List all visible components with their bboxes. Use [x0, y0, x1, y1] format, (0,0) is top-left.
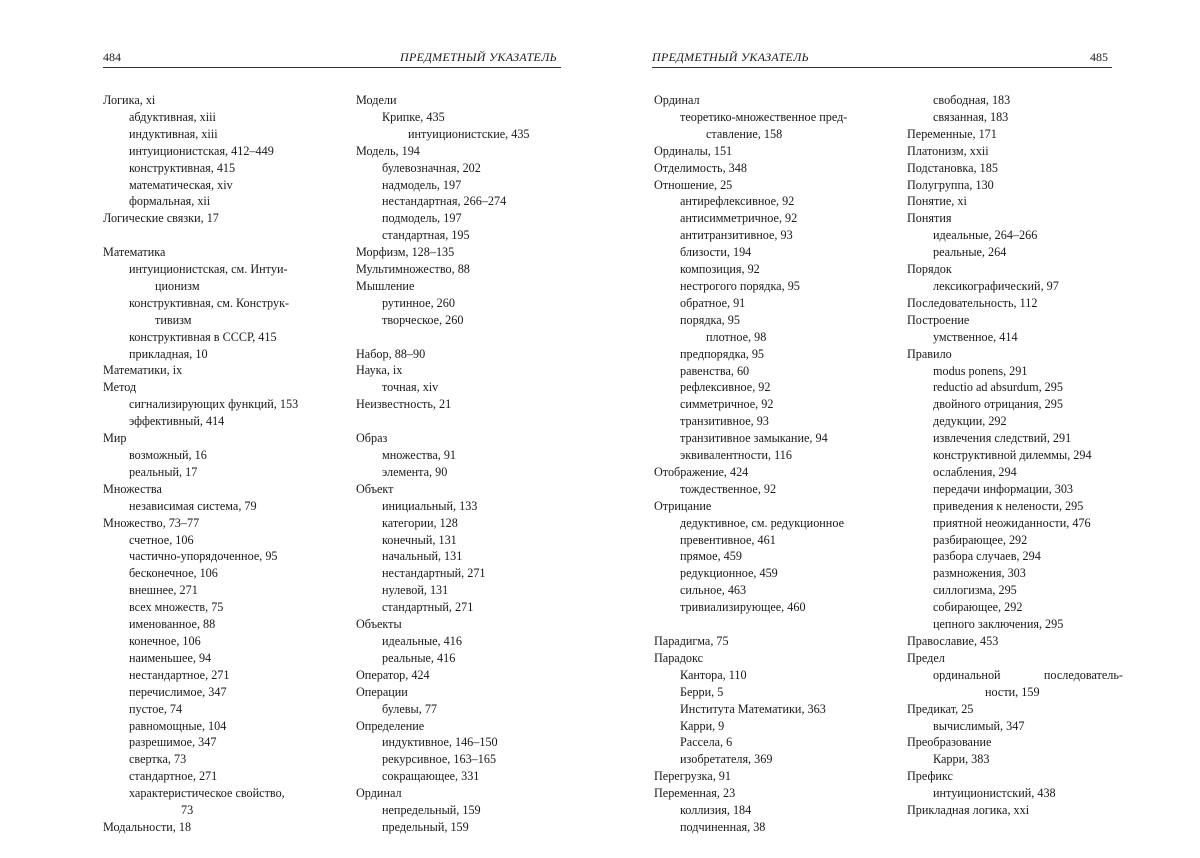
index-column-3	[654, 92, 847, 836]
index-entry: Оператор, 424	[356, 667, 430, 682]
index-subentry: тождественное, 92	[680, 481, 777, 496]
index-subentry: идеальные, 264–266	[933, 228, 1038, 243]
index-entry: Предел	[907, 650, 945, 665]
index-subentry: реальные, 264	[933, 245, 1007, 260]
index-subentry: связанная, 183	[933, 109, 1009, 124]
index-subentry: нестрогого порядка, 95	[680, 278, 800, 293]
index-subentry: характеристическое свойство,	[129, 786, 285, 801]
index-subentry: сокращающее, 331	[382, 769, 480, 784]
index-subentry: reductio ad absurdum, 295	[933, 380, 1063, 395]
index-subentry: цепного заключения, 295	[933, 617, 1064, 632]
index-subentry: реальные, 416	[382, 650, 456, 665]
index-subentry: творческое, 260	[382, 312, 464, 327]
index-entry: Переменная, 23	[654, 786, 736, 801]
index-subentry: равномощные, 104	[129, 718, 227, 733]
index-subentry: ослабления, 294	[933, 464, 1017, 479]
index-entry: Логические связки, 17	[103, 211, 219, 226]
index-subentry: независимая система, 79	[129, 498, 257, 513]
page-number: 484	[103, 50, 121, 64]
index-subentry: точная, xiv	[382, 380, 439, 395]
index-entry: Математики, ix	[103, 363, 183, 378]
index-subentry: симметричное, 92	[680, 397, 774, 412]
index-entry: Порядок	[907, 262, 952, 277]
index-subentry: элемента, 90	[382, 464, 448, 479]
index-subentry: Карри, 383	[933, 752, 990, 767]
index-column-2	[356, 92, 530, 836]
index-subentry: идеальные, 416	[382, 633, 462, 648]
index-subentry: бесконечное, 106	[129, 566, 218, 581]
index-entry: Платонизм, xxii	[907, 143, 989, 158]
index-subentry: коллизия, 184	[680, 803, 752, 818]
index-entry: Ординал	[356, 786, 402, 801]
entry-gap	[654, 616, 847, 633]
index-subentry: Кантора, 110	[680, 667, 747, 682]
index-subentry: Крипке, 435	[382, 109, 445, 124]
header-rule	[103, 67, 561, 68]
right-page	[600, 0, 1200, 858]
index-subentry: нулевой, 131	[382, 583, 449, 598]
index-subentry: абдуктивная, xiii	[129, 109, 216, 124]
index-subentry: подмодель, 197	[382, 211, 462, 226]
page-number: 485	[1090, 50, 1108, 64]
index-entry: Построение	[907, 312, 970, 327]
index-subentry: лексикографический, 97	[933, 278, 1059, 293]
index-entry: Преобразование	[907, 735, 992, 750]
index-subentry: равенства, 60	[680, 363, 750, 378]
index-entry: Отделимость, 348	[654, 160, 747, 175]
index-subentry: интуиционистские, 435	[408, 126, 530, 141]
entry-gap	[103, 227, 298, 244]
index-subentry: передачи информации, 303	[933, 481, 1074, 496]
index-subentry: формальная, xii	[129, 194, 211, 209]
index-subentry: сигнализирующих функций, 153	[129, 397, 299, 412]
index-subentry: интуиционистская, 412–449	[129, 143, 274, 158]
index-subentry: булевы, 77	[382, 701, 438, 716]
index-subentry: конструктивная, 415	[129, 160, 236, 175]
index-subentry: индуктивное, 146–150	[382, 735, 498, 750]
index-entry: Ординал	[654, 93, 700, 107]
index-subentry: конструктивная в СССР, 415	[129, 329, 277, 344]
index-subentry: нестандартное, 271	[129, 667, 230, 682]
index-subentry: множества, 91	[382, 448, 457, 462]
index-subentry: ности, 159	[985, 684, 1040, 699]
index-subentry: рекурсивное, 163–165	[382, 752, 497, 767]
index-entry: Православие, 453	[907, 634, 999, 648]
index-entry: Математика	[103, 245, 166, 260]
index-subentry: булевозначная, 202	[382, 160, 481, 175]
index-subentry: стандартное, 271	[129, 769, 218, 784]
index-entry: Понятие, xi	[907, 194, 967, 209]
entry-gap	[356, 329, 530, 346]
index-subentry: счетное, 106	[129, 532, 194, 547]
index-subentry: инициальный, 133	[382, 498, 478, 513]
index-subentry: предпорядка, 95	[680, 346, 765, 361]
index-subentry: антитранзитивное, 93	[680, 228, 793, 243]
index-entry: Прикладная логика, xxi	[907, 803, 1030, 818]
index-entry: Морфизм, 128–135	[356, 245, 455, 260]
index-subentry: пустое, 74	[129, 701, 183, 716]
index-subentry: ординальной последователь-	[933, 667, 1123, 682]
index-subentry: плотное, 98	[706, 329, 767, 344]
index-subentry: редукционное, 459	[680, 566, 778, 581]
index-subentry: именованное, 88	[129, 617, 216, 632]
index-subentry: перечислимое, 347	[129, 684, 227, 699]
index-subentry: Берри, 5	[680, 684, 724, 699]
index-entry: Множества	[103, 481, 162, 496]
index-subentry: дедуктивное, см. редукционное	[680, 515, 844, 530]
index-entry: Образ	[356, 431, 388, 446]
index-entry: Определение	[356, 718, 425, 733]
index-subentry: Карри, 9	[680, 718, 725, 733]
index-entry: Отрицание	[654, 498, 712, 513]
index-subentry: эффективный, 414	[129, 414, 225, 429]
index-subentry: категории, 128	[382, 515, 458, 530]
index-entry: Отображение, 424	[654, 464, 749, 479]
index-entry: Наука, ix	[356, 363, 403, 378]
index-subentry: антисимметричное, 92	[680, 211, 798, 226]
index-subentry: рефлексивное, 92	[680, 380, 771, 395]
index-subentry: композиция, 92	[680, 262, 760, 277]
index-subentry: изобретателя, 369	[680, 752, 773, 767]
index-entry: Отношение, 25	[654, 177, 733, 192]
index-entry: Метод	[103, 380, 137, 395]
index-entry: Объекты	[356, 617, 402, 632]
index-subentry: транзитивное, 93	[680, 414, 769, 429]
index-subentry: modus ponens, 291	[933, 363, 1028, 378]
index-subentry: начальный, 131	[382, 549, 463, 564]
index-subentry: нестандартный, 271	[382, 566, 486, 581]
index-subentry: Рассела, 6	[680, 735, 733, 750]
index-subentry: наименьшее, 94	[129, 650, 212, 665]
index-subentry: собирающее, 292	[933, 600, 1023, 615]
index-subentry: превентивное, 461	[680, 532, 776, 547]
index-entry: Полугруппа, 130	[907, 177, 994, 192]
index-entry: Предикат, 25	[907, 701, 974, 716]
index-subentry: сильное, 463	[680, 583, 747, 598]
header-rule	[652, 67, 1112, 68]
index-entry: Мышление	[356, 278, 415, 293]
index-subentry: приведения к нелености, 295	[933, 498, 1084, 513]
index-subentry: частично-упорядоченное, 95	[129, 549, 278, 564]
index-subentry: надмодель, 197	[382, 177, 462, 192]
index-subentry: умственное, 414	[933, 329, 1018, 344]
index-subentry: реальный, 17	[129, 464, 198, 479]
index-entry: Ординалы, 151	[654, 143, 733, 158]
index-subentry: порядка, 95	[680, 312, 740, 327]
index-subentry: разбирающее, 292	[933, 532, 1028, 547]
index-entry: Логика, xi	[103, 93, 156, 107]
index-subentry: внешнее, 271	[129, 583, 198, 598]
index-subentry: свертка, 73	[129, 752, 187, 767]
index-entry: Набор, 88–90	[356, 346, 426, 361]
index-subentry: прямое, 459	[680, 549, 742, 564]
index-subentry: Института Математики, 363	[680, 701, 826, 716]
index-subentry: индуктивная, xiii	[129, 126, 218, 141]
index-subentry: близости, 194	[680, 245, 752, 260]
index-subentry: 73	[181, 803, 194, 818]
index-column-4	[907, 92, 1123, 819]
index-subentry: прикладная, 10	[129, 346, 208, 361]
index-entry: Последовательность, 112	[907, 295, 1038, 310]
index-entry: Префикс	[907, 769, 953, 784]
index-subentry: конструктивной дилеммы, 294	[933, 448, 1092, 463]
index-subentry: тривиализирующее, 460	[680, 600, 806, 615]
index-subentry: размножения, 303	[933, 566, 1026, 581]
index-subentry: конструктивная, см. Конструк-	[129, 295, 290, 310]
index-subentry: вычислимый, 347	[933, 718, 1025, 733]
index-subentry: силлогизма, 295	[933, 583, 1017, 598]
index-entry: Операции	[356, 684, 408, 699]
index-subentry: подчиненная, 38	[680, 819, 766, 834]
index-entry: Перегрузка, 91	[654, 769, 731, 784]
index-subentry: приятной неожиданности, 476	[933, 515, 1091, 530]
index-entry: Парадигма, 75	[654, 633, 729, 648]
left-header	[103, 50, 563, 68]
index-subentry: ставление, 158	[706, 126, 783, 141]
right-header	[652, 50, 1112, 68]
index-subentry: стандартный, 271	[382, 600, 474, 615]
index-entry: Понятия	[907, 211, 952, 226]
index-entry: Мир	[103, 431, 127, 446]
index-entry: Модели	[356, 93, 397, 107]
index-subentry: теоретико-множественное пред-	[680, 109, 848, 124]
index-entry: Мультимножество, 88	[356, 262, 470, 277]
index-subentry: ционизм	[155, 278, 200, 293]
index-subentry: интуиционистский, 438	[933, 786, 1056, 801]
index-entry: Множество, 73–77	[103, 515, 200, 530]
index-subentry: эквивалентности, 116	[680, 448, 792, 463]
index-subentry: свободная, 183	[933, 93, 1011, 107]
index-entry: Правило	[907, 346, 952, 361]
index-entry: Подстановка, 185	[907, 160, 998, 175]
entry-gap	[356, 413, 530, 430]
index-subentry: тивизм	[155, 312, 192, 327]
index-subentry: интуиционистская, см. Интуи-	[129, 262, 288, 277]
index-subentry: нестандартная, 266–274	[382, 194, 507, 209]
index-subentry: дедукции, 292	[933, 414, 1007, 429]
index-subentry: транзитивное замыкание, 94	[680, 431, 828, 446]
running-head: ПРЕДМЕТНЫЙ УКАЗАТЕЛЬ	[652, 50, 809, 64]
index-entry: Модальности, 18	[103, 819, 192, 834]
index-subentry: двойного отрицания, 295	[933, 397, 1063, 412]
index-subentry: обратное, 91	[680, 295, 746, 310]
index-entry: Переменные, 171	[907, 126, 997, 141]
index-entry: Неизвестность, 21	[356, 397, 452, 412]
index-subentry: математическая, xiv	[129, 177, 233, 192]
index-entry: Объект	[356, 481, 394, 496]
index-entry: Модель, 194	[356, 143, 420, 158]
index-subentry: конечный, 131	[382, 532, 457, 547]
index-subentry: разрешимое, 347	[129, 735, 217, 750]
index-subentry: антирефлексивное, 92	[680, 194, 795, 209]
index-subentry: рутинное, 260	[382, 295, 455, 310]
index-subentry: извлечения следствий, 291	[933, 431, 1072, 446]
index-subentry: стандартная, 195	[382, 228, 470, 243]
index-subentry: непредельный, 159	[382, 803, 481, 818]
index-subentry: предельный, 159	[382, 819, 469, 834]
index-subentry: возможный, 16	[129, 448, 207, 463]
running-head: ПРЕДМЕТНЫЙ УКАЗАТЕЛЬ	[400, 50, 557, 64]
index-subentry: конечное, 106	[129, 633, 201, 648]
index-column-1	[103, 92, 298, 836]
index-subentry: всех множеств, 75	[129, 600, 224, 615]
index-entry: Парадокс	[654, 650, 704, 665]
index-subentry: разбора случаев, 294	[933, 549, 1041, 564]
